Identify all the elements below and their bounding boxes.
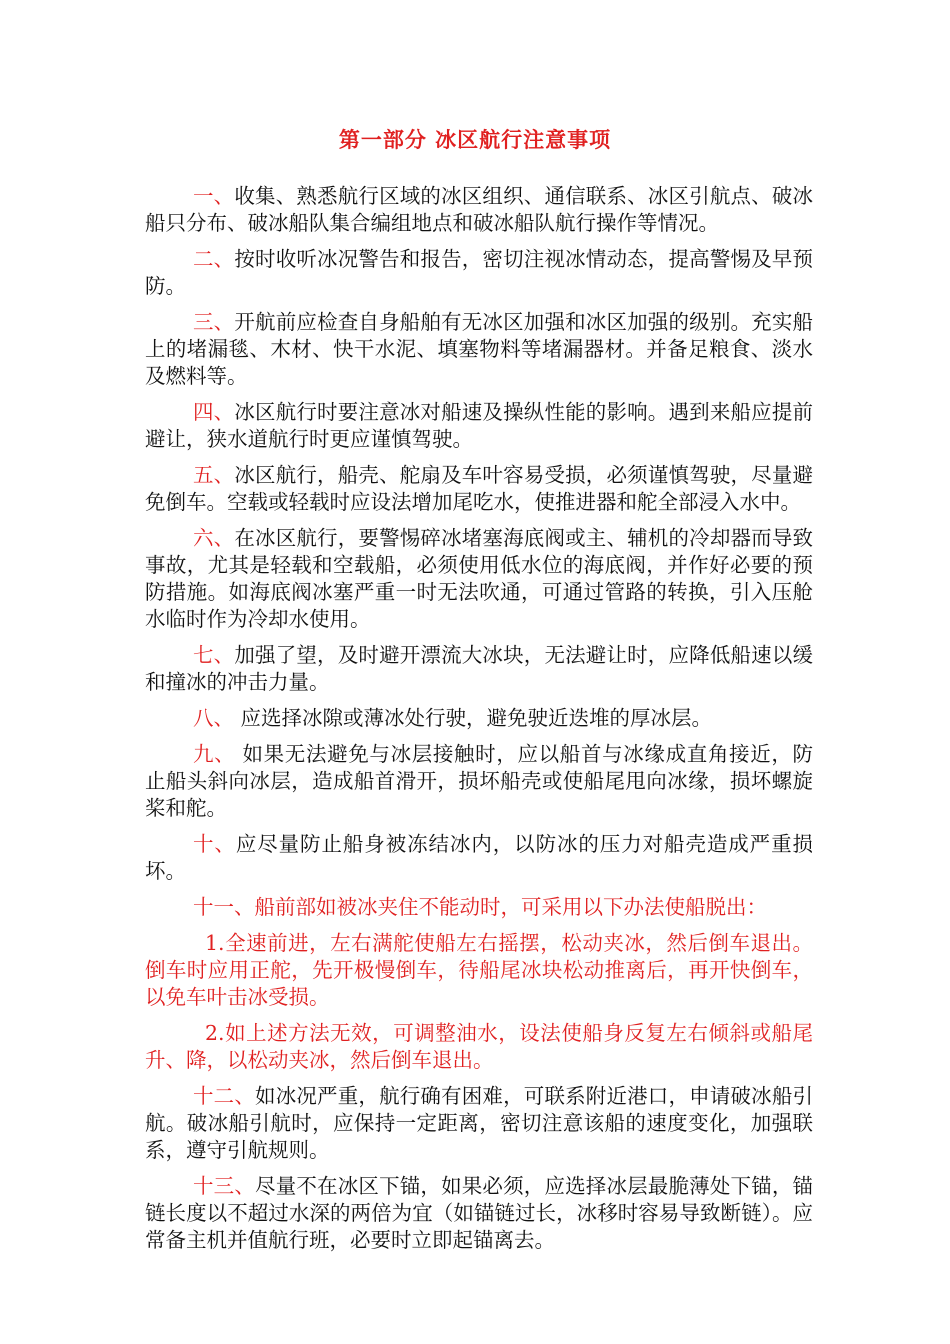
item-number: 四、 bbox=[193, 400, 235, 424]
list-item bbox=[145, 741, 813, 822]
item-number: 七、 bbox=[193, 643, 235, 667]
item-text: 如冰况严重，航行确有困难，可联系附近港口，申请破冰船引航。破冰船引航时，应保持一定距离，密切注意该船的速度变化，加强联系，遵守引航规则。 bbox=[145, 1084, 814, 1162]
list-item bbox=[145, 1083, 813, 1164]
item-text: 开航前应检查自身船舶有无冰区加强和冰区加强的级别。充实船上的堵漏毯、木材、快干水泥、填塞物料等堵漏器材。并备足粮食、淡水及燃料等。 bbox=[145, 310, 814, 388]
list-item bbox=[145, 1173, 813, 1254]
item-11-heading: 十一、船前部如被冰夹住不能动时，可采用以下办法使船脱出： bbox=[193, 895, 767, 919]
list-item bbox=[145, 399, 813, 453]
page-title: 第一部分 冰区航行注意事项 bbox=[338, 127, 612, 152]
item-text: 应选择冰隙或薄冰处行驶，避免驶近迭堆的厚冰层。 bbox=[234, 706, 713, 730]
item-11-method-2: 2.如上述方法无效，可调整油水，设法使船身反复左右倾斜或船尾升、降，以松动夹冰，然后倒车退出。 bbox=[145, 1021, 813, 1072]
item-number: 十、 bbox=[193, 832, 236, 856]
document-body bbox=[145, 183, 813, 1263]
item-number: 九、 bbox=[193, 742, 236, 766]
item-number: 十三、 bbox=[193, 1174, 256, 1198]
item-number: 十二、 bbox=[193, 1084, 256, 1108]
item-text: 按时收听冰况警告和报告，密切注视冰情动态，提高警惕及早预防。 bbox=[145, 247, 814, 298]
item-text: 收集、熟悉航行区域的冰区组织、通信联系、冰区引航点、破冰船只分布、破冰船队集合编组地点和破冰船队航行操作等情况。 bbox=[145, 184, 814, 235]
item-text: 冰区航行，船壳、舵扇及车叶容易受损，必须谨慎驾驶，尽量避免倒车。空载或轻载时应设法增加尾吃水，使推进器和舵全部浸入水中。 bbox=[145, 463, 814, 514]
list-item bbox=[145, 246, 813, 300]
item-text: 加强了望，及时避开漂流大冰块，无法避让时，应降低船速以缓和撞冰的冲击力量。 bbox=[145, 643, 814, 694]
list-item bbox=[145, 525, 813, 633]
list-item bbox=[145, 705, 813, 732]
item-number: 一、 bbox=[193, 184, 235, 208]
item-text: 在冰区航行，要警惕碎冰堵塞海底阀或主、辅机的冷却器而导致事故，尤其是轻载和空载船，必须使用低水位的海底阀，并作好必要的预防措施。如海底阀冰塞严重一时无法吹通，可通过管路的转换，引入压舱水临时作为冷却水使用。 bbox=[145, 526, 814, 631]
item-number: 二、 bbox=[193, 247, 235, 271]
item-text: 应尽量防止船身被冻结冰内，以防冰的压力对船壳造成严重损坏。 bbox=[145, 832, 814, 883]
list-item bbox=[145, 309, 813, 390]
item-number: 八、 bbox=[193, 706, 234, 730]
list-item bbox=[145, 462, 813, 516]
list-item bbox=[145, 183, 813, 237]
list-item bbox=[145, 831, 813, 885]
item-11-method-1: 1.全速前进，左右满舵使船左右摇摆，松动夹冰，然后倒车退出。倒车时应用正舵，先开极慢倒车，待船尾冰块松动推离后，再开快倒车，以免车叶击冰受损。 bbox=[145, 931, 813, 1009]
list-item bbox=[145, 642, 813, 696]
item-number: 三、 bbox=[193, 310, 235, 334]
item-text: 尽量不在冰区下锚，如果必须，应选择冰层最脆薄处下锚，锚链长度以不超过水深的两倍为宜（如锚链过长，冰移时容易导致断链）。应常备主机并值航行班，必要时立即起锚离去。 bbox=[145, 1174, 814, 1252]
item-text: 如果无法避免与冰层接触时，应以船首与冰缘成直角接近，防止船头斜向冰层，造成船首滑开，损坏船壳或使船尾甩向冰缘，损坏螺旋桨和舵。 bbox=[145, 742, 814, 820]
item-text: 冰区航行时要注意冰对船速及操纵性能的影响。遇到来船应提前避让，狭水道航行时更应谨慎驾驶。 bbox=[145, 400, 814, 451]
item-number: 六、 bbox=[193, 526, 235, 550]
item-number: 五、 bbox=[193, 463, 235, 487]
